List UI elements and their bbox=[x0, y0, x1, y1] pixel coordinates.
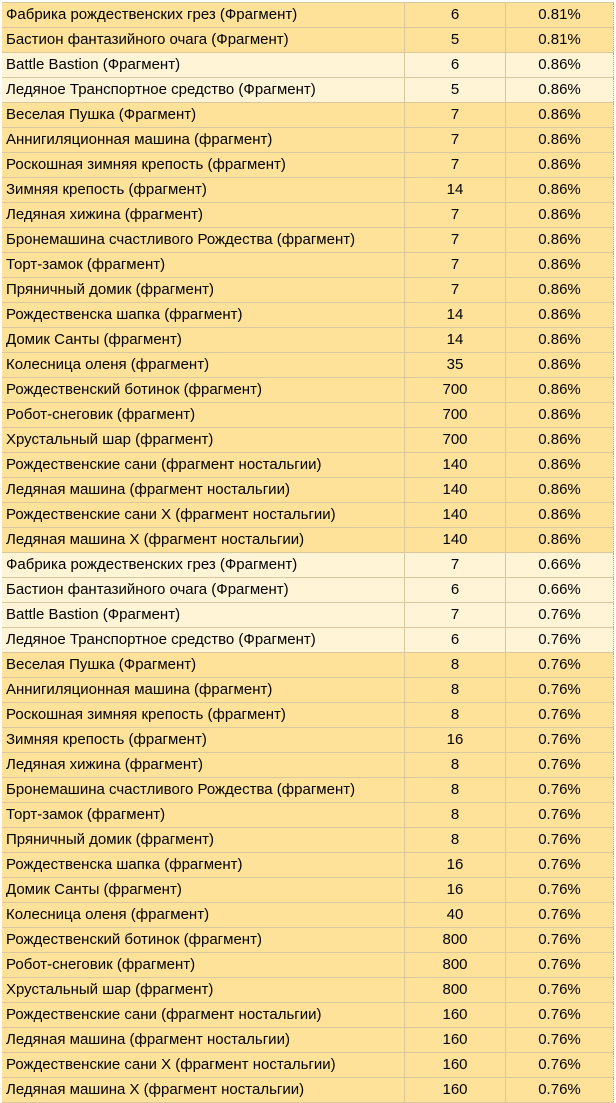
table-row bbox=[2, 103, 614, 128]
quantity-cell[interactable]: 7 bbox=[405, 153, 506, 178]
table-row bbox=[2, 203, 614, 228]
quantity-cell[interactable]: 140 bbox=[405, 478, 506, 503]
drop-rate-cell[interactable]: 0.76% bbox=[506, 753, 614, 778]
drop-rate-cell[interactable]: 0.86% bbox=[506, 103, 614, 128]
quantity-cell[interactable]: 800 bbox=[405, 978, 506, 1003]
drop-rate-cell[interactable]: 0.76% bbox=[506, 628, 614, 653]
item-name-cell[interactable]: Пряничный домик (фрагмент) bbox=[2, 828, 405, 853]
item-name-cell[interactable]: Рождественский ботинок (фрагмент) bbox=[2, 378, 405, 403]
quantity-cell[interactable]: 8 bbox=[405, 803, 506, 828]
drop-rate-cell[interactable]: 0.76% bbox=[506, 603, 614, 628]
item-name-cell[interactable]: Домик Санты (фрагмент) bbox=[2, 328, 405, 353]
item-name-cell[interactable]: Торт-замок (фрагмент) bbox=[2, 253, 405, 278]
quantity-cell[interactable]: 8 bbox=[405, 828, 506, 853]
quantity-cell[interactable]: 700 bbox=[405, 403, 506, 428]
quantity-cell[interactable]: 800 bbox=[405, 928, 506, 953]
quantity-cell[interactable]: 160 bbox=[405, 1003, 506, 1028]
drop-rate-cell[interactable]: 0.86% bbox=[506, 128, 614, 153]
quantity-cell[interactable]: 8 bbox=[405, 653, 506, 678]
table-row bbox=[2, 878, 614, 903]
table-row bbox=[2, 903, 614, 928]
drop-rate-cell[interactable]: 0.86% bbox=[506, 403, 614, 428]
quantity-cell[interactable]: 5 bbox=[405, 28, 506, 53]
item-name-cell[interactable]: Робот-снеговик (фрагмент) bbox=[2, 403, 405, 428]
quantity-cell[interactable]: 16 bbox=[405, 853, 506, 878]
table-row bbox=[2, 453, 614, 478]
quantity-cell[interactable]: 7 bbox=[405, 203, 506, 228]
drop-rate-cell[interactable]: 0.66% bbox=[506, 553, 614, 578]
table-row bbox=[2, 428, 614, 453]
item-name-cell[interactable]: Веселая Пушка (Фрагмент) bbox=[2, 653, 405, 678]
item-name-cell[interactable]: Хрустальный шар (фрагмент) bbox=[2, 428, 405, 453]
drop-rate-cell[interactable]: 0.76% bbox=[506, 778, 614, 803]
quantity-cell[interactable]: 8 bbox=[405, 703, 506, 728]
item-name-cell[interactable]: Аннигиляционная машина (фрагмент) bbox=[2, 128, 405, 153]
table-row bbox=[2, 528, 614, 553]
quantity-cell[interactable]: 140 bbox=[405, 528, 506, 553]
drop-rate-cell[interactable]: 0.76% bbox=[506, 928, 614, 953]
table-row bbox=[2, 578, 614, 603]
item-name-cell[interactable]: Ледяное Транспортное средство (Фрагмент) bbox=[2, 628, 405, 653]
drop-rate-cell[interactable]: 0.76% bbox=[506, 1078, 614, 1103]
table-row bbox=[2, 353, 614, 378]
quantity-cell[interactable]: 14 bbox=[405, 303, 506, 328]
table-row bbox=[2, 278, 614, 303]
item-name-cell[interactable]: Рождественские сани X (фрагмент ностальгии) bbox=[2, 503, 405, 528]
item-name-cell[interactable]: Зимняя крепость (фрагмент) bbox=[2, 178, 405, 203]
item-name-cell[interactable]: Бронемашина счастливого Рождества (фрагмент) bbox=[2, 778, 405, 803]
item-name-cell[interactable]: Робот-снеговик (фрагмент) bbox=[2, 953, 405, 978]
quantity-cell[interactable]: 140 bbox=[405, 503, 506, 528]
table-row bbox=[2, 303, 614, 328]
table-row bbox=[2, 603, 614, 628]
item-name-cell[interactable]: Фабрика рождественских грез (Фрагмент) bbox=[2, 3, 405, 28]
item-name-cell[interactable]: Бастион фантазийного очага (Фрагмент) bbox=[2, 578, 405, 603]
drop-rate-cell[interactable]: 0.86% bbox=[506, 328, 614, 353]
drop-rate-cell[interactable]: 0.86% bbox=[506, 228, 614, 253]
item-name-cell[interactable]: Ледяная машина X (фрагмент ностальгии) bbox=[2, 528, 405, 553]
table-row bbox=[2, 703, 614, 728]
table-row bbox=[2, 178, 614, 203]
item-name-cell[interactable]: Ледяное Транспортное средство (Фрагмент) bbox=[2, 78, 405, 103]
item-name-cell[interactable]: Домик Санты (фрагмент) bbox=[2, 878, 405, 903]
drop-rate-cell[interactable]: 0.76% bbox=[506, 803, 614, 828]
quantity-cell[interactable]: 8 bbox=[405, 778, 506, 803]
quantity-cell[interactable]: 14 bbox=[405, 178, 506, 203]
table-row bbox=[2, 553, 614, 578]
drop-rate-cell[interactable]: 0.86% bbox=[506, 503, 614, 528]
drop-rate-cell[interactable]: 0.76% bbox=[506, 903, 614, 928]
item-name-cell[interactable]: Торт-замок (фрагмент) bbox=[2, 803, 405, 828]
item-name-cell[interactable]: Рождественские сани (фрагмент ностальгии) bbox=[2, 453, 405, 478]
table-row bbox=[2, 78, 614, 103]
table-row bbox=[2, 853, 614, 878]
drop-rate-cell[interactable]: 0.86% bbox=[506, 153, 614, 178]
quantity-cell[interactable]: 35 bbox=[405, 353, 506, 378]
item-name-cell[interactable]: Фабрика рождественских грез (Фрагмент) bbox=[2, 553, 405, 578]
item-name-cell[interactable]: Ледяная хижина (фрагмент) bbox=[2, 203, 405, 228]
table-row bbox=[2, 1028, 614, 1053]
quantity-cell[interactable]: 800 bbox=[405, 953, 506, 978]
drop-rate-cell[interactable]: 0.76% bbox=[506, 828, 614, 853]
table-row bbox=[2, 953, 614, 978]
table-row bbox=[2, 503, 614, 528]
quantity-cell[interactable]: 6 bbox=[405, 3, 506, 28]
drop-rate-cell[interactable]: 0.86% bbox=[506, 353, 614, 378]
quantity-cell[interactable]: 5 bbox=[405, 78, 506, 103]
drop-rate-cell[interactable]: 0.76% bbox=[506, 728, 614, 753]
item-name-cell[interactable]: Хрустальный шар (фрагмент) bbox=[2, 978, 405, 1003]
quantity-cell[interactable]: 16 bbox=[405, 728, 506, 753]
drop-rate-cell[interactable]: 0.76% bbox=[506, 953, 614, 978]
quantity-cell[interactable]: 7 bbox=[405, 278, 506, 303]
drop-rate-cell[interactable]: 0.76% bbox=[506, 878, 614, 903]
item-name-cell[interactable]: Рождественска шапка (фрагмент) bbox=[2, 853, 405, 878]
item-name-cell[interactable]: Зимняя крепость (фрагмент) bbox=[2, 728, 405, 753]
drop-rate-table bbox=[2, 2, 614, 1103]
drop-rate-cell[interactable]: 0.86% bbox=[506, 453, 614, 478]
item-name-cell[interactable]: Веселая Пушка (Фрагмент) bbox=[2, 103, 405, 128]
drop-rate-cell[interactable]: 0.86% bbox=[506, 53, 614, 78]
item-name-cell[interactable]: Ледяная машина X (фрагмент ностальгии) bbox=[2, 1078, 405, 1103]
table-row bbox=[2, 1053, 614, 1078]
drop-rate-cell[interactable]: 0.86% bbox=[506, 303, 614, 328]
drop-rate-cell[interactable]: 0.86% bbox=[506, 178, 614, 203]
item-name-cell[interactable]: Рождественский ботинок (фрагмент) bbox=[2, 928, 405, 953]
quantity-cell[interactable]: 160 bbox=[405, 1053, 506, 1078]
drop-rate-cell[interactable]: 0.86% bbox=[506, 78, 614, 103]
item-name-cell[interactable]: Бронемашина счастливого Рождества (фрагмент) bbox=[2, 228, 405, 253]
table-row bbox=[2, 3, 614, 28]
quantity-cell[interactable]: 7 bbox=[405, 553, 506, 578]
drop-rate-cell[interactable]: 0.81% bbox=[506, 28, 614, 53]
drop-rate-cell[interactable]: 0.76% bbox=[506, 653, 614, 678]
drop-rate-cell[interactable]: 0.86% bbox=[506, 478, 614, 503]
table-row bbox=[2, 653, 614, 678]
drop-rate-cell[interactable]: 0.76% bbox=[506, 678, 614, 703]
quantity-cell[interactable]: 7 bbox=[405, 103, 506, 128]
item-name-cell[interactable]: Рождественские сани X (фрагмент ностальгии) bbox=[2, 1053, 405, 1078]
quantity-cell[interactable]: 6 bbox=[405, 578, 506, 603]
quantity-cell[interactable]: 160 bbox=[405, 1028, 506, 1053]
drop-rate-cell[interactable]: 0.86% bbox=[506, 278, 614, 303]
table-row bbox=[2, 828, 614, 853]
quantity-cell[interactable]: 6 bbox=[405, 628, 506, 653]
table-row bbox=[2, 728, 614, 753]
quantity-cell[interactable]: 7 bbox=[405, 603, 506, 628]
quantity-cell[interactable]: 8 bbox=[405, 678, 506, 703]
table-row bbox=[2, 928, 614, 953]
quantity-cell[interactable]: 160 bbox=[405, 1078, 506, 1103]
table-row bbox=[2, 1078, 614, 1103]
drop-rate-cell[interactable]: 0.86% bbox=[506, 428, 614, 453]
quantity-cell[interactable]: 700 bbox=[405, 428, 506, 453]
item-name-cell[interactable]: Аннигиляционная машина (фрагмент) bbox=[2, 678, 405, 703]
quantity-cell[interactable]: 700 bbox=[405, 378, 506, 403]
table-row bbox=[2, 403, 614, 428]
table-row bbox=[2, 803, 614, 828]
drop-rate-cell[interactable]: 0.76% bbox=[506, 853, 614, 878]
drop-rate-cell[interactable]: 0.86% bbox=[506, 528, 614, 553]
drop-rate-cell[interactable]: 0.86% bbox=[506, 253, 614, 278]
quantity-cell[interactable]: 7 bbox=[405, 228, 506, 253]
quantity-cell[interactable]: 140 bbox=[405, 453, 506, 478]
table-row bbox=[2, 328, 614, 353]
table-row bbox=[2, 628, 614, 653]
drop-rate-cell[interactable]: 0.76% bbox=[506, 703, 614, 728]
quantity-cell[interactable]: 7 bbox=[405, 128, 506, 153]
table-row bbox=[2, 678, 614, 703]
table-row bbox=[2, 1003, 614, 1028]
drop-rate-cell[interactable]: 0.86% bbox=[506, 378, 614, 403]
item-name-cell[interactable]: Battle Bastion (Фрагмент) bbox=[2, 603, 405, 628]
table-row bbox=[2, 53, 614, 78]
table-row bbox=[2, 778, 614, 803]
item-name-cell[interactable]: Ледяная машина (фрагмент ностальгии) bbox=[2, 478, 405, 503]
table-row bbox=[2, 753, 614, 778]
item-name-cell[interactable]: Ледяная машина (фрагмент ностальгии) bbox=[2, 1028, 405, 1053]
drop-rate-cell[interactable]: 0.66% bbox=[506, 578, 614, 603]
item-name-cell[interactable]: Колесница оленя (фрагмент) bbox=[2, 903, 405, 928]
table-row bbox=[2, 228, 614, 253]
table-row bbox=[2, 253, 614, 278]
item-name-cell[interactable]: Роскошная зимняя крепость (фрагмент) bbox=[2, 703, 405, 728]
table-row bbox=[2, 378, 614, 403]
item-name-cell[interactable]: Роскошная зимняя крепость (фрагмент) bbox=[2, 153, 405, 178]
table-row bbox=[2, 128, 614, 153]
quantity-cell[interactable]: 7 bbox=[405, 253, 506, 278]
item-name-cell[interactable]: Ледяная хижина (фрагмент) bbox=[2, 753, 405, 778]
item-name-cell[interactable]: Рождественска шапка (фрагмент) bbox=[2, 303, 405, 328]
table-row bbox=[2, 28, 614, 53]
table-row bbox=[2, 478, 614, 503]
item-name-cell[interactable]: Бастион фантазийного очага (Фрагмент) bbox=[2, 28, 405, 53]
drop-rate-cell[interactable]: 0.86% bbox=[506, 203, 614, 228]
item-name-cell[interactable]: Пряничный домик (фрагмент) bbox=[2, 278, 405, 303]
quantity-cell[interactable]: 6 bbox=[405, 53, 506, 78]
table-row bbox=[2, 978, 614, 1003]
table-row bbox=[2, 153, 614, 178]
drop-rate-cell[interactable]: 0.76% bbox=[506, 1053, 614, 1078]
quantity-cell[interactable]: 8 bbox=[405, 753, 506, 778]
item-name-cell[interactable]: Battle Bastion (Фрагмент) bbox=[2, 53, 405, 78]
drop-rate-cell[interactable]: 0.81% bbox=[506, 3, 614, 28]
drop-rate-cell[interactable]: 0.76% bbox=[506, 978, 614, 1003]
quantity-cell[interactable]: 40 bbox=[405, 903, 506, 928]
quantity-cell[interactable]: 16 bbox=[405, 878, 506, 903]
quantity-cell[interactable]: 14 bbox=[405, 328, 506, 353]
item-name-cell[interactable]: Колесница оленя (фрагмент) bbox=[2, 353, 405, 378]
drop-rate-cell[interactable]: 0.76% bbox=[506, 1003, 614, 1028]
item-name-cell[interactable]: Рождественские сани (фрагмент ностальгии) bbox=[2, 1003, 405, 1028]
drop-rate-cell[interactable]: 0.76% bbox=[506, 1028, 614, 1053]
table-body bbox=[2, 3, 614, 1103]
